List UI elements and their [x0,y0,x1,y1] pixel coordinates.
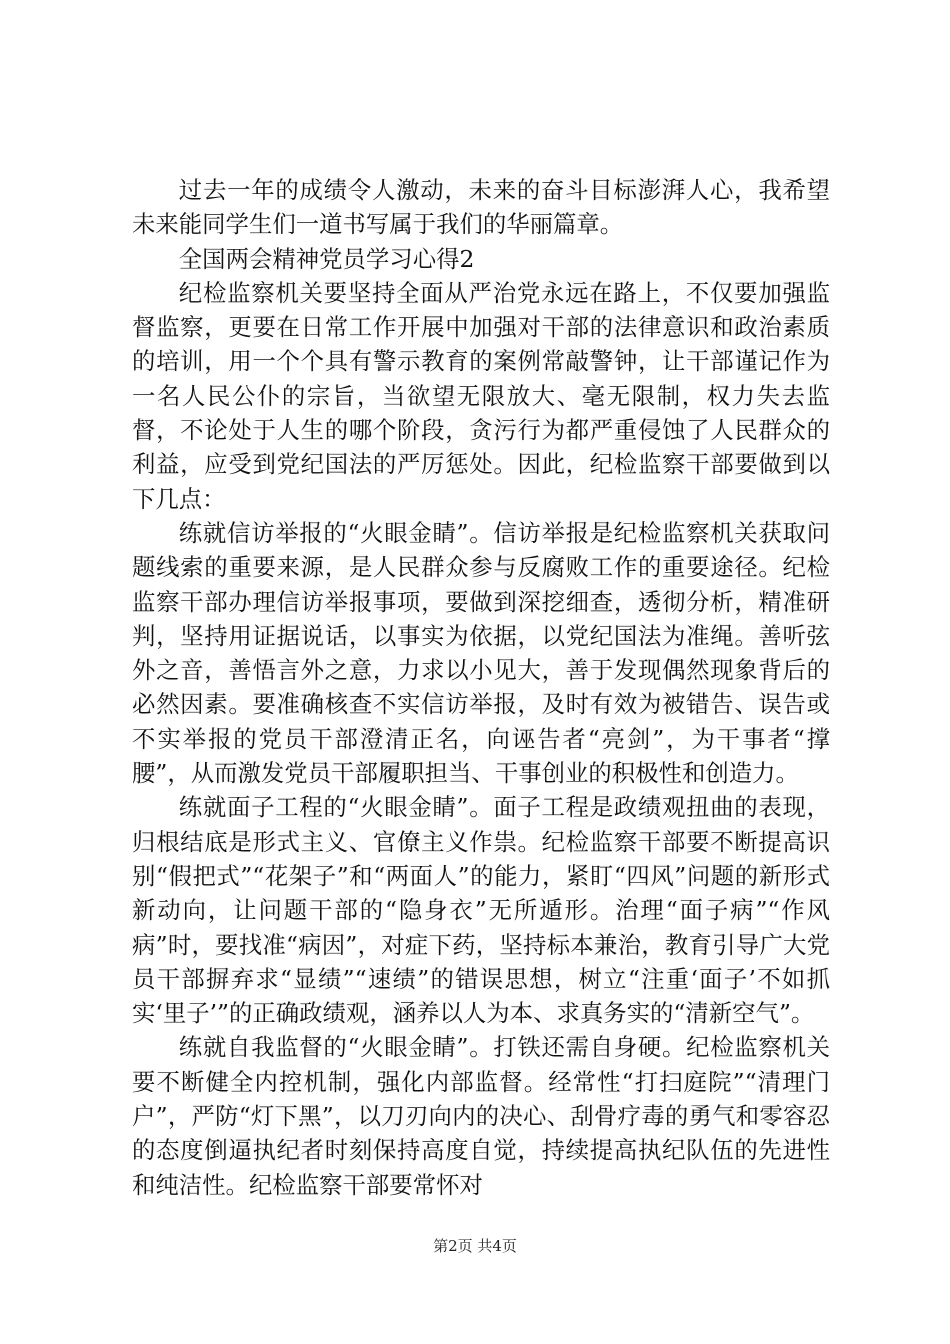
section-heading: 全国两会精神党员学习心得2 [178,244,475,273]
paragraph-closing-remarks: 过去一年的成绩令人激动，未来的奋斗目标澎湃人心，我希望未来能同学生们一道书写属于我们的华丽篇章。 [132,176,830,239]
paragraph-intro: 纪检监察机关要坚持全面从严治党永远在路上，不仅要加强监督监察，更要在日常工作开展中加强对干部的法律意识和政治素质的培训，用一个个具有警示教育的案例常敲警钟，让干部谨记作为一名人民公仆的宗旨，当欲望无限放大、毫无限制，权力失去监督，不论处于人生的哪个阶段，贪污行为都严重侵蚀了人民群众的利益，应受到党纪国法的严厉惩处。因此，纪检监察干部要做到以下几点： [132,278,830,513]
paragraph-self-supervision: 练就自我监督的“火眼金睛”。打铁还需自身硬。纪检监察机关要不断健全内控机制，强化内部监督。经常性“打扫庭院”“清理门户”，严防“灯下黑”，以刀刃向内的决心、刮骨疗毒的勇气和零容忍的态度倒逼执纪者时刻保持高度自觉，持续提高执纪队伍的先进性和纯洁性。纪检监察干部要常怀对 [132,1033,830,1199]
paragraph-petition-reporting: 练就信访举报的“火眼金睛”。信访举报是纪检监察机关获取问题线索的重要来源，是人民群众参与反腐败工作的重要途径。纪检监察干部办理信访举报事项，要做到深挖细查，透彻分析，精准研判，坚持用证据说话，以事实为依据，以党纪国法为准绳。善听弦外之音，善悟言外之意，力求以小见大，善于发现偶然现象背后的必然因素。要准确核查不实信访举报，及时有效为被错告、误告或不实举报的党员干部澄清正名，向诬告者“亮剑”，为干事者“撑腰”，从而激发党员干部履职担当、干事创业的积极性和创造力。 [132,518,830,788]
paragraph-face-projects: 练就面子工程的“火眼金睛”。面子工程是政绩观扭曲的表现，归根结底是形式主义、官僚主义作祟。纪检监察干部要不断提高识别“假把式”“花架子”和“两面人”的能力，紧盯“四风”问题的新形式新动向，让问题干部的“隐身衣”无所遁形。治理“面子病”“作风病”时，要找准“病因”，对症下药，坚持标本兼治，教育引导广大党员干部摒弃求“显绩”“速绩”的错误思想，树立“注重‘面子’不如抓实‘里子’”的正确政绩观，涵养以人为本、求真务实的“清新空气”。 [132,793,830,1028]
page-footer: 第2页 共4页 [433,1237,517,1255]
document-body [132,173,830,1202]
